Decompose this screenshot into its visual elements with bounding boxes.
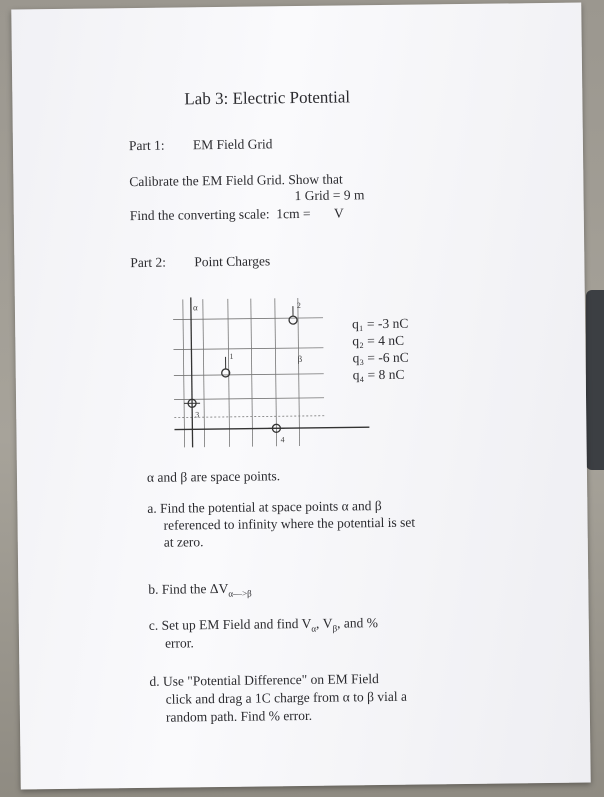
- q1-label: 1: [229, 351, 234, 361]
- question-c-sub-beta: β: [332, 623, 338, 634]
- point-charge-grid: [173, 295, 375, 467]
- alpha-label: α: [192, 302, 198, 313]
- part1-line1: Calibrate the EM Field Grid. Show that: [129, 171, 343, 190]
- question-c-sub-alpha: α: [311, 623, 317, 634]
- beta-label: β: [297, 353, 303, 365]
- question-b-subscript: α—>β: [228, 588, 252, 599]
- part1-label: Part 1:: [128, 137, 165, 154]
- charge-q2-marker: [289, 316, 297, 324]
- question-a-line3: at zero.: [163, 534, 204, 550]
- question-c-mid: , V: [315, 615, 333, 631]
- q3-label: 3: [195, 410, 200, 420]
- charge-values-list: [352, 315, 409, 384]
- worksheet-page: [11, 3, 590, 790]
- question-b: [148, 581, 252, 600]
- question-c-end: , and %: [336, 615, 379, 631]
- charge-q2-value: q₂ = 4 nC: [352, 332, 405, 349]
- charge-q4-value: q₄ = 8 nC: [352, 366, 405, 383]
- charge-q3-value: q₃ = -6 nC: [352, 349, 409, 366]
- q2-label: 2: [296, 300, 301, 311]
- part1-line3: Find the converting scale: 1cm = V: [129, 205, 344, 224]
- part1-line2: 1 Grid = 9 m: [294, 187, 365, 204]
- question-d-line1: d. Use "Potential Difference" on EM Field: [149, 671, 379, 689]
- question-c-line1: [149, 615, 378, 635]
- grid-lines: [173, 298, 325, 448]
- question-b-text: b. Find the ΔV: [148, 580, 229, 597]
- part1-heading: EM Field Grid: [192, 136, 273, 153]
- question-c-text: c. Set up EM Field and find V: [148, 615, 312, 633]
- q4-label: 4: [280, 435, 285, 445]
- question-a-line1: a. Find the potential at space points α and β: [147, 498, 382, 516]
- question-d-line2: click and drag a 1C charge from α to β vial a: [165, 688, 408, 707]
- background-object: [586, 290, 604, 470]
- part2-label: Part 2:: [130, 254, 167, 271]
- page-title: Lab 3: Electric Potential: [184, 87, 351, 109]
- question-d-line3: random path. Find % error.: [165, 707, 313, 725]
- question-c-line2: error.: [164, 635, 194, 651]
- charge-q1-value: q₁ = -3 nC: [352, 315, 409, 332]
- question-a-line2: referenced to infinity where the potential is set: [163, 514, 416, 533]
- space-points-note: α and β are space points.: [146, 468, 281, 485]
- part2-heading: Point Charges: [194, 253, 271, 270]
